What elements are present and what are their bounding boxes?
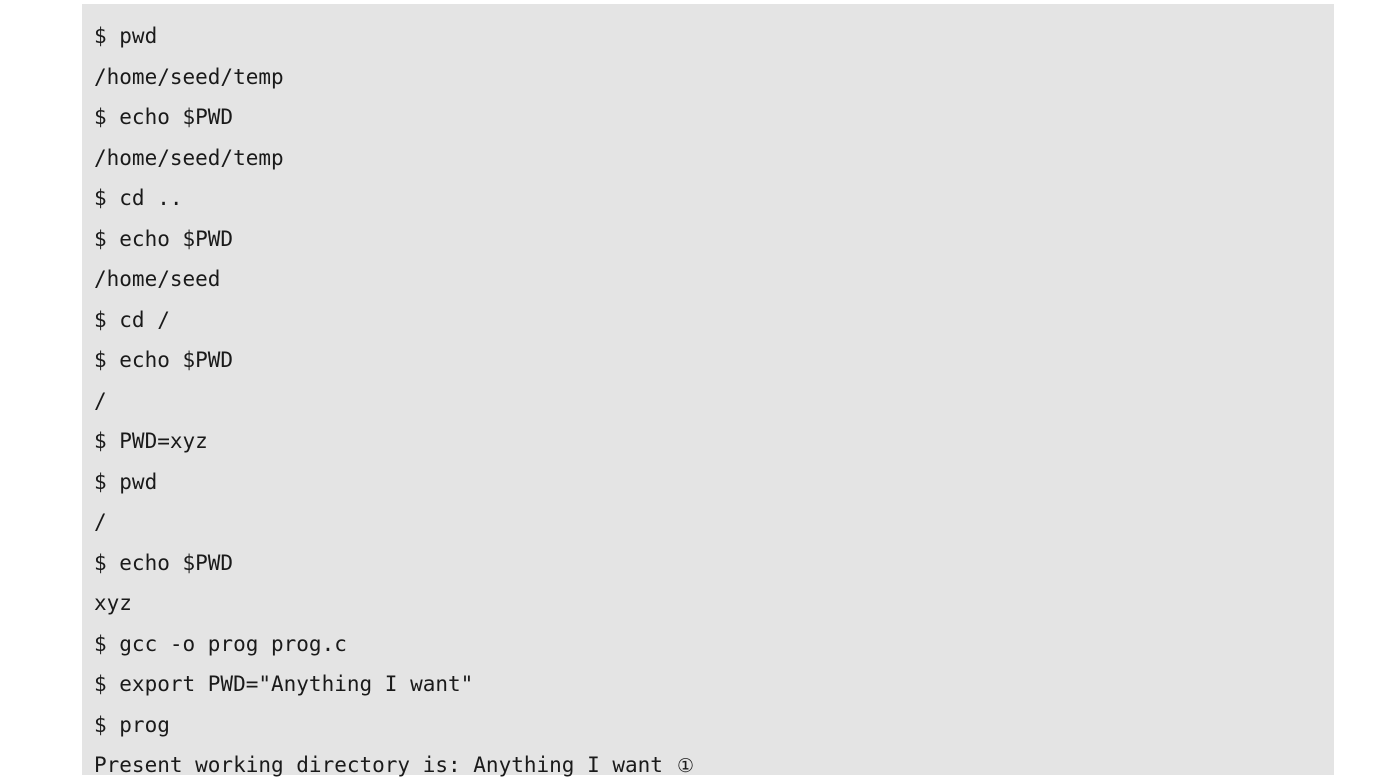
terminal-line: /home/seed/temp [94, 145, 284, 170]
terminal-line: $ echo $PWD [94, 550, 234, 575]
terminal-line: $ cd / [94, 307, 170, 332]
terminal-line: $ gcc -o prog prog.c [94, 631, 347, 656]
terminal-line: /home/seed [94, 267, 221, 291]
terminal-line: $ export PWD="Anything I want" [94, 672, 474, 696]
terminal-line: $ PWD=xyz [94, 429, 208, 453]
terminal-line: /home/seed/temp [94, 64, 284, 89]
terminal-line: $ echo $PWD [94, 226, 234, 251]
terminal-line: $ cd .. [94, 186, 183, 210]
terminal-line: $ pwd [94, 24, 158, 48]
terminal-line: / [94, 510, 107, 534]
terminal-line: / [94, 388, 107, 413]
terminal-output-panel [82, 4, 1334, 775]
terminal-line: $ echo $PWD [94, 348, 234, 372]
terminal-line-last [94, 745, 1334, 779]
terminal-line: $ pwd [94, 469, 158, 494]
terminal-line: $ echo $PWD [94, 105, 234, 129]
annotation-marker: ① [676, 755, 694, 777]
terminal-line: $ prog [94, 712, 170, 737]
terminal-line: xyz [94, 591, 132, 615]
terminal-line-text: Present working directory is: Anything I want [94, 753, 663, 777]
